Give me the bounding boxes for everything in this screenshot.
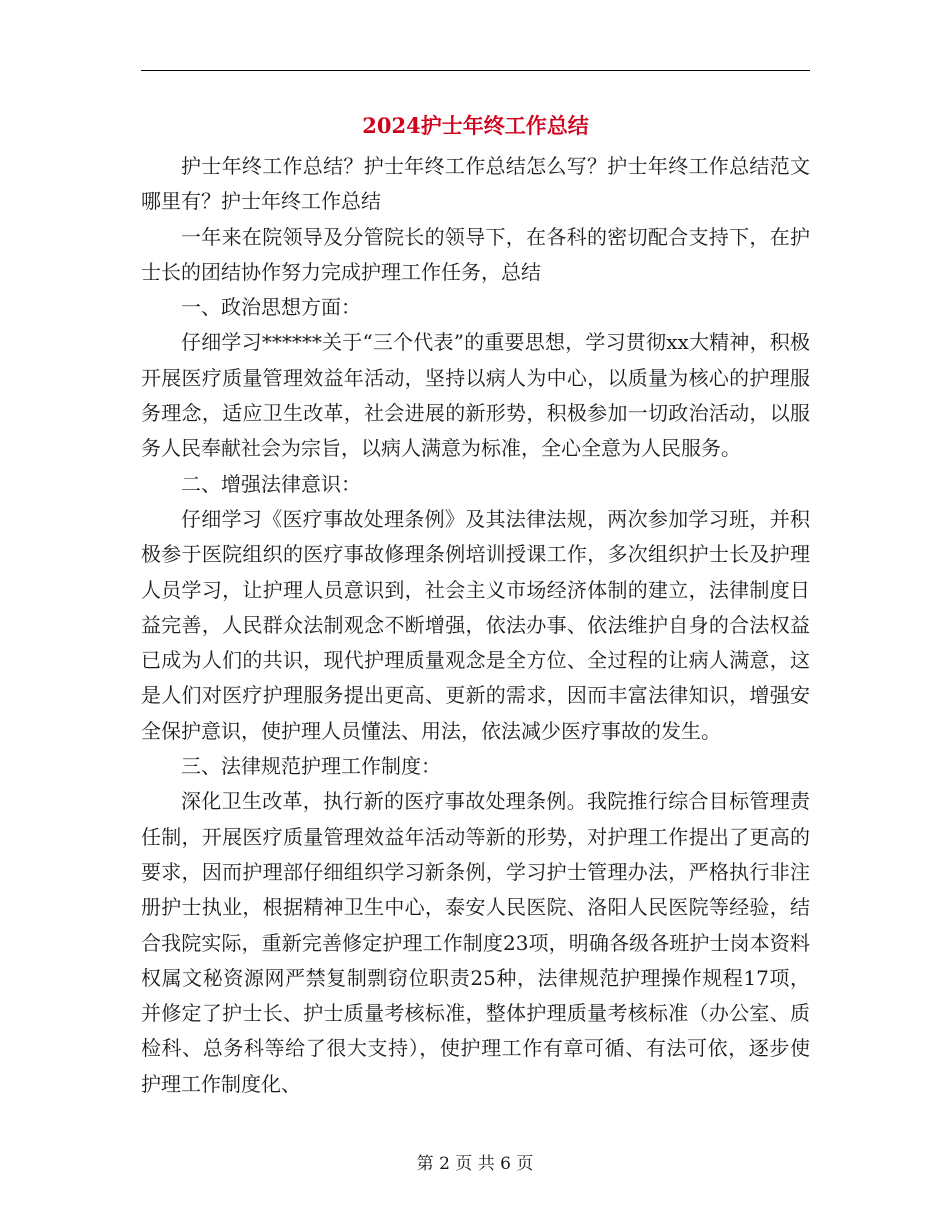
section-heading-rules: 三、法律规范护理工作制度：: [181, 754, 441, 779]
law-paragraph: 仔细学习《医疗事故处理条例》及其法律法规，两次参加学习班，并积极参于医院组织的医疗事故修理条例培训授课工作，多次组织护士长及护理人员学习，让护理人员意识到，社会主义市场经济体制的建立，法律制度日益完善，人民群众法制观念不断增强，依法办事、依法维护自身的合法权益已成为人们的共识，现代护理质量观念是全方位、全过程的让病人满意，这是人们对医疗护理服务提出更高、更新的需求，因而丰富法律知识，增强安全保护意识，使护理人员懂法、用法，依法减少医疗事故的发生。: [141, 506, 810, 743]
section-heading-politics: 一、政治思想方面：: [181, 295, 361, 320]
intro-paragraph: 护士年终工作总结？护士年终工作总结怎么写？护士年终工作总结范文哪里有？护士年终工作总结: [141, 154, 810, 214]
header-rule: [141, 70, 810, 71]
document-body: [141, 149, 810, 1102]
section-heading-law: 二、增强法律意识：: [181, 471, 361, 496]
page-number-footer: 第 2 页 共 6 页: [416, 1154, 534, 1174]
rules-paragraph: 深化卫生改革，执行新的医疗事故处理条例。我院推行综合目标管理责任制，开展医疗质量管理效益年活动等新的形势，对护理工作提出了更高的要求，因而护理部仔细组织学习新条例，学习护士管理办法，严格执行非注册护士执业，根据精神卫生中心，泰安人民医院、洛阳人民医院等经验，结合我院实际，重新完善修定护理工作制度23项，明确各级各班护士岗本资料权属文秘资源网严禁复制剽窃位职责25种，法律规范护理操作规程17项，并修定了护士长、护士质量考核标准，整体护理质量考核标准（办公室、质检科、总务科等给了很大支持），使护理工作有章可循、有法可依，逐步使护理工作制度化、: [141, 789, 810, 1096]
politics-paragraph: 仔细学习******关于“三个代表”的重要思想，学习贯彻xx大精神，积极开展医疗质量管理效益年活动，坚持以病人为中心，以质量为核心的护理服务理念，适应卫生改革，社会进展的新形势，积极参加一切政治活动，以服务人民奉献社会为宗旨，以病人满意为标准，全心全意为人民服务。: [141, 330, 810, 461]
document-title: 2024护士年终工作总结: [362, 113, 589, 138]
summary-paragraph: 一年来在院领导及分管院长的领导下，在各科的密切配合支持下，在护士长的团结协作努力完成护理工作任务，总结: [141, 224, 810, 284]
